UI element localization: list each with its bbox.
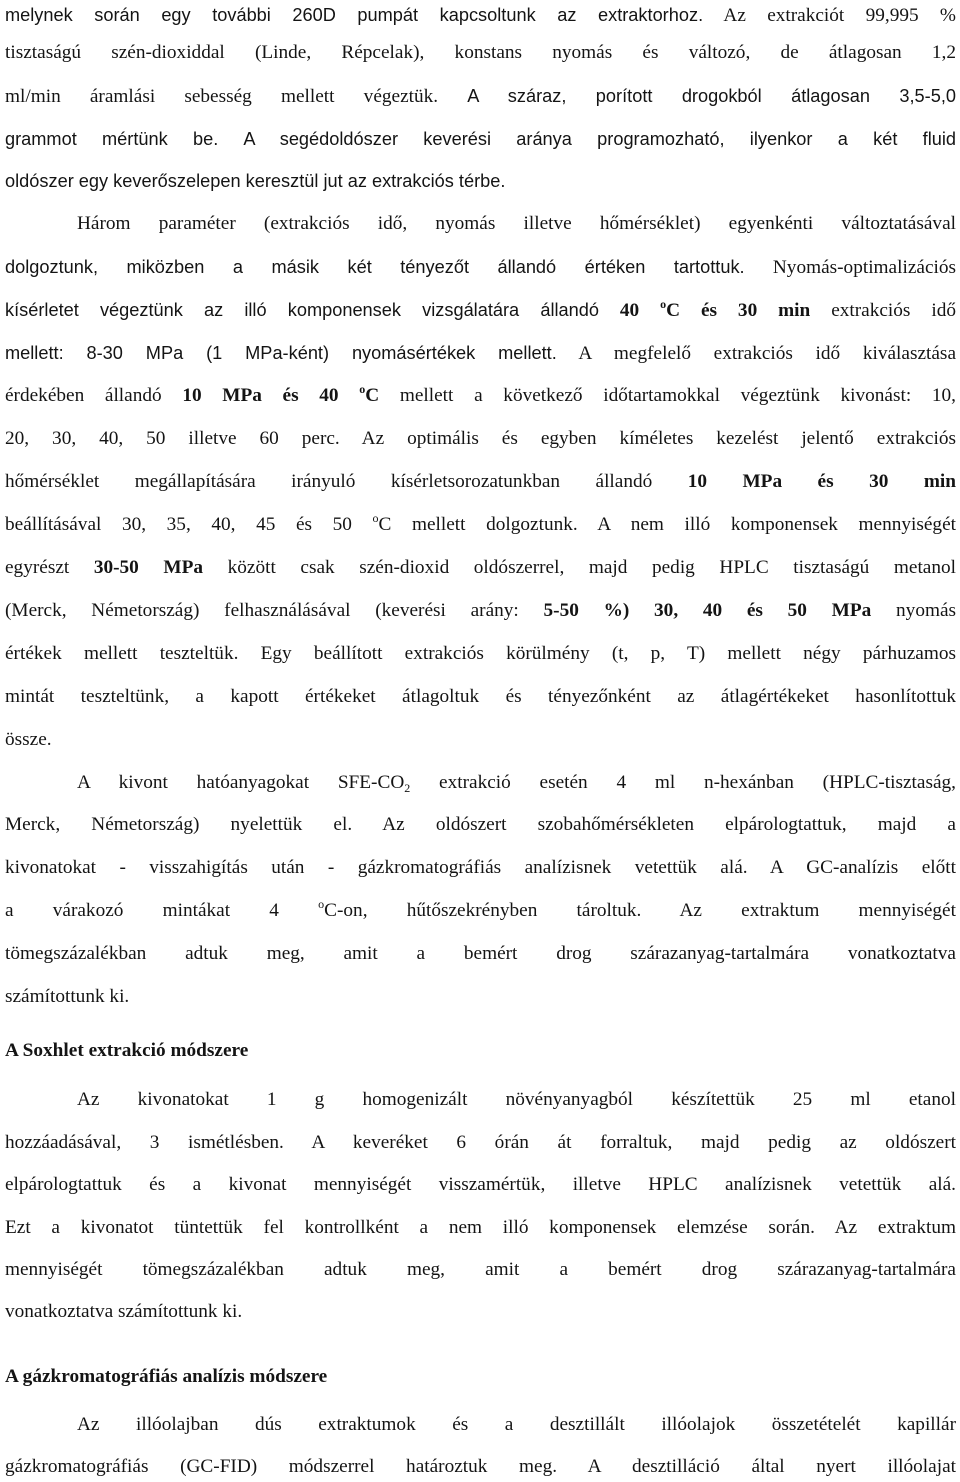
- text-line: [5, 252, 956, 282]
- text-line: [5, 1170, 956, 1200]
- text-span: kísérletet végeztünk az illó komponensek vizsgálatára állandó: [5, 300, 599, 320]
- text-span: egyrészt: [5, 557, 70, 578]
- section-heading: A gázkromatográfiás analízis módszere: [5, 1366, 328, 1387]
- text-line: [5, 896, 956, 926]
- bold-text: 10 MPa és 30 min: [687, 471, 956, 492]
- text-span: hőmérséklet megállapítására irányuló kísérletsorozatunkban állandó: [5, 471, 653, 492]
- text-line: [5, 853, 956, 883]
- text-span: dolgoztunk, miközben a másik két tényezőt állandó értéken tartottuk.: [5, 257, 745, 277]
- text-span: értékek mellett teszteltük.: [5, 643, 239, 664]
- text-line: [5, 1128, 956, 1158]
- text-span: grammot mértünk be.: [5, 129, 219, 149]
- text-span: Egy beállított extrakciós körülmény (t, p, T) mellett négy párhuzamos: [260, 643, 956, 664]
- text-span: Ezt a kivonatot tüntettük fel kontrollként a nem illó komponensek elemzése során. Az extraktum: [5, 1217, 956, 1238]
- text-span: 20, 30, 40, 50 illetve 60 perc.: [5, 428, 340, 449]
- text-line: [5, 1255, 956, 1285]
- text-span: [5, 511, 578, 535]
- text-span: C mellett dolgoztunk.: [378, 514, 578, 535]
- bold-text: [619, 297, 811, 321]
- text-span: A száraz, porított drogokból átlagosan 3,5-5,0: [467, 86, 956, 106]
- text-span: extrakció esetén 4 ml n-hexánban (HPLC-tisztaság,: [439, 772, 956, 793]
- degree-superscript: o: [660, 297, 667, 311]
- text-span: össze.: [5, 729, 52, 750]
- degree-superscript: o: [318, 897, 325, 911]
- text-span: C: [365, 385, 380, 406]
- bold-text: 5-50 %): [543, 600, 630, 621]
- text-span: A kivont hatóanyagokat SFE-CO: [77, 772, 405, 793]
- text-span: C-on, hűtőszekrényben tároltuk. Az extraktum mennyiségét: [324, 900, 956, 921]
- bold-text: 30-50 MPa: [93, 557, 204, 578]
- section-heading: A Soxhlet extrakció módszere: [5, 1040, 249, 1061]
- text-span: gázkromatográfiás (GC-FID) módszerrel határoztuk meg. A desztilláció által nyert illóolajat: [5, 1456, 956, 1477]
- text-line: [5, 38, 956, 68]
- text-line: [5, 639, 956, 669]
- text-span: között csak szén-dioxid oldószerrel, majd pedig HPLC tisztaságú metanol: [227, 557, 956, 578]
- text-line: [5, 810, 956, 840]
- text-span: nyomás: [896, 600, 956, 621]
- text-span: tisztaságú szén-dioxiddal (Linde, Répcelak), konstans nyomás és változó, de átlagosan 1,2: [5, 42, 956, 63]
- text-line: [77, 1085, 956, 1115]
- text-span: mellett: 8-30 MPa (1 MPa-ként) nyomásértékek mellett.: [5, 343, 557, 363]
- text-span: mennyiségét tömegszázalékban adtuk meg, amit a bemért drog szárazanyag-tartalmára: [5, 1259, 956, 1280]
- text-line: [5, 124, 956, 154]
- text-span: Az kivonatokat 1 g homogenizált növényanyagból készítettük 25 ml etanol: [77, 1089, 956, 1110]
- text-span: Az extrakciót 99,995 %: [723, 5, 956, 26]
- text-span: extrakciós idő: [831, 300, 956, 321]
- subscript: 2: [404, 781, 411, 795]
- text-line: [5, 596, 956, 626]
- text-line: [5, 338, 956, 368]
- text-span: A nem illó komponensek mennyiségét: [597, 514, 956, 535]
- text-span: hozzáadásával, 3 ismétlésben. A keveréket 6 órán át forraltuk, majd pedig az oldószert: [5, 1132, 956, 1153]
- text-span: 40: [619, 300, 640, 321]
- text-span: [5, 897, 956, 921]
- text-line: [5, 467, 956, 497]
- text-line: [5, 510, 956, 540]
- text-line: [77, 768, 956, 798]
- degree-superscript: o: [372, 511, 379, 525]
- text-line: [5, 166, 956, 196]
- text-line: [5, 982, 956, 1012]
- text-span: kivonatokat - visszahigítás után - gázkromatográfiás analízisnek vetettük alá. A GC-analízis előtt: [5, 857, 956, 878]
- text-span: beállításával 30, 35, 40, 45 és 50: [5, 514, 352, 535]
- text-span: Az optimális és egyben kíméletes kezelést jelentő extrakciós: [361, 428, 956, 449]
- text-line: [5, 1452, 956, 1482]
- text-line: [5, 553, 956, 583]
- text-span: A segédoldószer keverési aránya programozható, ilyenkor a két fluid: [243, 129, 956, 149]
- text-span: A megfelelő extrakciós idő kiválasztása: [578, 343, 956, 364]
- text-span: ml/min áramlási sebesség mellett végeztük.: [5, 86, 439, 107]
- bold-text: 30, 40 és 50 MPa: [654, 600, 872, 621]
- text-line: [5, 725, 956, 755]
- text-line: [5, 1213, 956, 1243]
- text-span: a várakozó mintákat 4: [5, 900, 279, 921]
- bold-text: [182, 382, 380, 406]
- text-span: (Merck, Németország) felhasználásával (keverési arány:: [5, 600, 519, 621]
- text-line: [5, 295, 956, 325]
- text-line: [5, 682, 956, 712]
- text-span: Merck, Németország) nyelettük el. Az oldószert szobahőmérsékleten elpárologtattuk, majd a: [5, 814, 956, 835]
- text-span: érdekében állandó: [5, 385, 162, 406]
- text-span: elpárologtattuk és a kivonat mennyiségét visszamértük, illetve HPLC analízisnek vetettük alá.: [5, 1174, 956, 1195]
- text-span: mellett a következő időtartamokkal végeztünk kivonást: 10,: [399, 385, 956, 406]
- text-line: [5, 0, 956, 30]
- text-line: [5, 939, 956, 969]
- text-span: oldószer egy keverőszelepen keresztül jut az extrakciós térbe.: [5, 171, 506, 191]
- text-line: [5, 424, 956, 454]
- text-span: Három paraméter (extrakciós idő, nyomás illetve hőmérséklet) egyenkénti változtatásával: [77, 213, 956, 234]
- text-span: Az illóolajban dús extraktumok és a desztillált illóolajok összetételét kapillár: [77, 1414, 956, 1435]
- text-line: [77, 1410, 956, 1440]
- text-span: vonatkoztatva számítottunk ki.: [5, 1301, 243, 1322]
- text-span: C és 30 min: [666, 300, 811, 321]
- text-span: [77, 772, 410, 793]
- text-line: [5, 81, 956, 111]
- text-span: 10 MPa és 40: [182, 385, 339, 406]
- text-line: [5, 1297, 956, 1327]
- text-span: tömegszázalékban adtuk meg, amit a bemért drog szárazanyag-tartalmára vonatkoztatva: [5, 943, 956, 964]
- text-line: [5, 381, 956, 411]
- text-span: Nyomás-optimalizációs: [772, 257, 956, 278]
- text-span: mintát teszteltünk, a kapott értékeket átlagoltuk és tényezőnként az átlagértékeket hasonlítottuk: [5, 686, 956, 707]
- text-span: melynek során egy további 260D pumpát kapcsoltunk az extraktorhoz.: [5, 5, 704, 25]
- text-span: számítottunk ki.: [5, 986, 130, 1007]
- degree-superscript: o: [359, 382, 366, 396]
- text-line: [77, 209, 956, 239]
